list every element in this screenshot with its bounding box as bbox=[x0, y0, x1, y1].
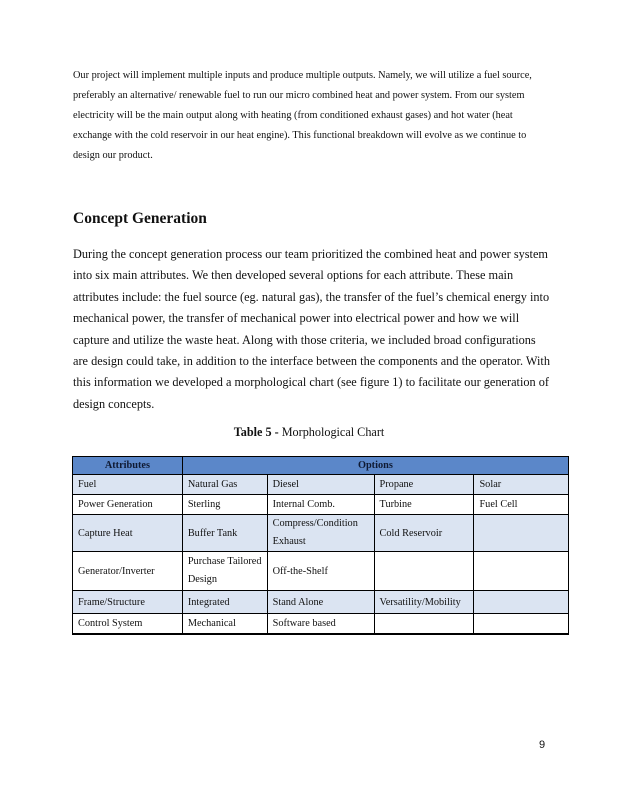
option-cell: Buffer Tank bbox=[182, 515, 267, 552]
table-row bbox=[73, 475, 569, 495]
option-cell: Propane bbox=[374, 475, 474, 495]
row-attribute: Capture Heat bbox=[73, 515, 183, 552]
option-cell: Sterling bbox=[182, 495, 267, 515]
option-cell bbox=[474, 552, 569, 591]
option-cell: Turbine bbox=[374, 495, 474, 515]
option-cell: Internal Comb. bbox=[267, 495, 374, 515]
row-attribute: Power Generation bbox=[73, 495, 183, 515]
option-cell: Stand Alone bbox=[267, 591, 374, 614]
option-cell: Software based bbox=[267, 614, 374, 635]
table-caption bbox=[0, 425, 618, 440]
option-cell: Cold Reservoir bbox=[374, 515, 474, 552]
row-attribute: Fuel bbox=[73, 475, 183, 495]
table-caption-label: Table 5 - bbox=[233, 425, 279, 439]
option-cell: Fuel Cell bbox=[474, 495, 569, 515]
option-cell bbox=[374, 614, 474, 635]
table-row bbox=[73, 515, 569, 552]
option-cell: Off-the-Shelf bbox=[267, 552, 374, 591]
option-cell: Versatility/Mobility bbox=[374, 591, 474, 614]
row-attribute: Generator/Inverter bbox=[73, 552, 183, 591]
option-cell bbox=[374, 552, 474, 591]
option-cell bbox=[474, 515, 569, 552]
row-attribute: Frame/Structure bbox=[73, 591, 183, 614]
page-number: 9 bbox=[539, 739, 546, 751]
option-cell: Diesel bbox=[267, 475, 374, 495]
option-cell bbox=[267, 515, 374, 552]
section-heading: Concept Generation bbox=[73, 210, 207, 227]
table-row bbox=[73, 591, 569, 614]
option-cell: Solar bbox=[474, 475, 569, 495]
row-attribute: Control System bbox=[73, 614, 183, 635]
option-cell-text: Compress/Condition Exhaust bbox=[272, 518, 358, 547]
table-header-row bbox=[73, 457, 569, 475]
table-caption-title: Morphological Chart bbox=[278, 425, 385, 439]
morphological-chart-table bbox=[72, 456, 569, 635]
header-attributes: Attributes bbox=[73, 457, 183, 475]
table-row bbox=[73, 552, 569, 591]
option-cell: Natural Gas bbox=[182, 475, 267, 495]
option-cell bbox=[474, 591, 569, 614]
option-cell: Mechanical bbox=[182, 614, 267, 635]
section-paragraph: During the concept generation process our team prioritized the combined heat and power system into six main attributes. We then developed several options for each attribute. These main attributes include: the fuel source (eg. natural gas), the transfer of the fuel’s chemical energy into mechanical power, the transfer of mechanical power into electrical power and how we will capture and utilize the waste heat. Along with those criteria, we included broad configurations are design could take, in addition to the interface between the components and the operator. With this information we developed a morphological chart (see figure 1) to facilitate our generation of design concepts. bbox=[73, 247, 550, 411]
option-cell-text: Purchase Tailored Design bbox=[187, 556, 262, 585]
option-cell: Integrated bbox=[182, 591, 267, 614]
option-cell bbox=[474, 614, 569, 635]
option-cell bbox=[182, 552, 267, 591]
table-row bbox=[73, 614, 569, 635]
table-row bbox=[73, 495, 569, 515]
intro-paragraph: Our project will implement multiple inputs and produce multiple outputs. Namely, we will utilize a fuel source, preferably an alternative/ renewable fuel to run our micro combined heat and power system. From our system electricity will be the main output along with heating (from conditioned exhaust gases) and hot water (heat exchange with the cold reservoir in our heat engine). This functional breakdown will evolve as we continue to design our product. bbox=[73, 70, 532, 161]
header-options: Options bbox=[182, 457, 568, 475]
